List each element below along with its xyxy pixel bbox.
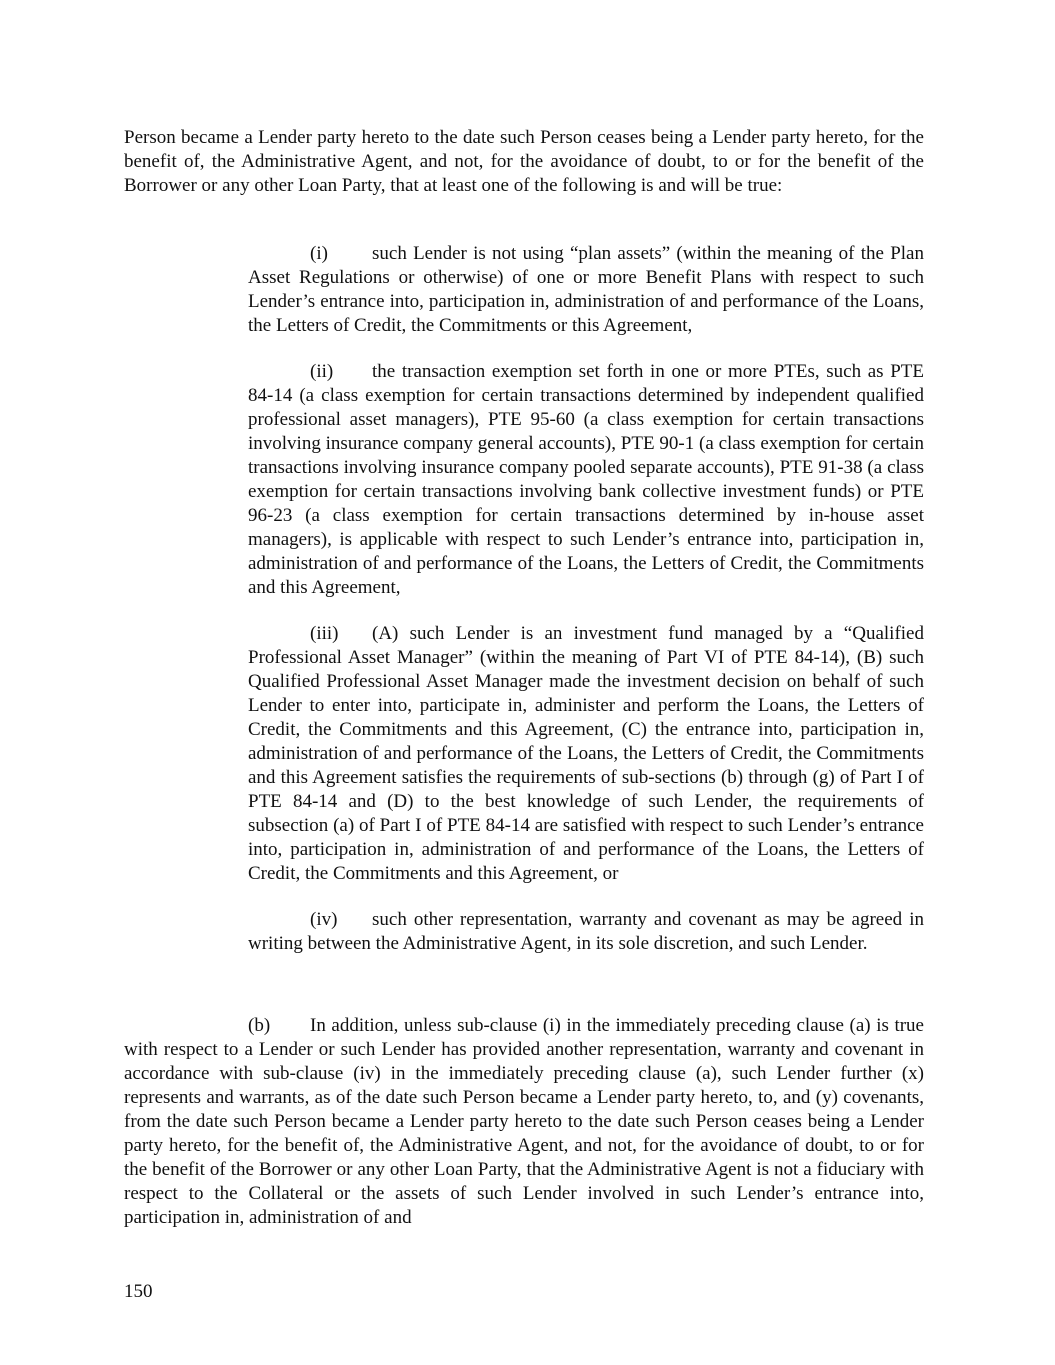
clause-text: such Lender is not using “plan assets” (within the meaning of the Plan Asset Regulations or otherwise) of one or more Benefit Plans with respect to such Lender’s entrance into, participation in, administration of and performance of the Loans, the Letters of Credit, the Commitments or this Agreement, [248,243,924,336]
clause-iii [248,622,924,886]
clause-number: (ii) [310,361,334,382]
paragraph-b [124,1014,924,1230]
page-number: 150 [124,1281,153,1302]
paragraph-b-text: In addition, unless sub-clause (i) in the immediately preceding clause (a) is true with respect to a Lender or such Lender has provided another representation, warranty and covenant in accordance with sub-clause (iv) in the immediately preceding clause (a), such Lender further (x) represents and warrants, as of the date such Person became a Lender party hereto, to, and (y) covenants, from the date such Person became a Lender party hereto to the date such Person ceases being a Lender party hereto, for the benefit of, the Administrative Agent, and not, for the avoidance of doubt, to or for the benefit of the Borrower or any other Loan Party, that the Administrative Agent is not a fiduciary with respect to the Collateral or the assets of such Lender involved in such Lender’s entrance into, participation in, administration of and [124,1015,924,1228]
clause-number: (iv) [310,909,338,930]
clause-iv [248,908,924,956]
clause-text: such other representation, warranty and covenant as may be agreed in writing between the Administrative Agent, in its sole discretion, and such Lender. [248,909,924,954]
intro-paragraph: Person became a Lender party hereto to the date such Person ceases being a Lender party hereto, for the benefit of, the Administrative Agent, and not, for the avoidance of doubt, to or for the benefit of the Borrower or any other Loan Party, that at least one of the following is and will be true: [124,127,924,196]
clause-text: the transaction exemption set forth in one or more PTEs, such as PTE 84-14 (a class exemption for certain transactions determined by independent qualified professional asset managers), PTE 95-60 (a class exemption for certain transactions involving insurance company general accounts), PTE 90-1 (a class exemption for certain transactions involving insurance company pooled separate accounts), PTE 91-38 (a class exemption for certain transactions involving bank collective investment funds) or PTE 96-23 (a class exemption for certain transactions determined by in-house asset managers), is applicable with respect to such Lender’s entrance into, participation in, administration of and performance of the Loans, the Letters of Credit, the Commitments and this Agreement, [248,361,924,598]
clause-text: (A) such Lender is an investment fund managed by a “Qualified Professional Asset Manager” (within the meaning of Part VI of PTE 84-14), (B) such Qualified Professional Asset Manager made the investment decision on behalf of such Lender to enter into, participate in, administer and perform the Loans, the Letters of Credit, the Commitments and this Agreement, (C) the entrance into, participation in, administration of and performance of the Loans, the Letters of Credit, the Commitments and this Agreement satisfies the requirements of sub-sections (b) through (g) of Part I of PTE 84-14 and (D) to the best knowledge of such Lender, the requirements of subsection (a) of Part I of PTE 84-14 are satisfied with respect to such Lender’s entrance into, participation in, administration of and performance of the Loans, the Letters of Credit, the Commitments and this Agreement, or [248,623,924,884]
clause-list [248,242,924,978]
clause-number: (iii) [310,623,339,644]
clause-ii [248,360,924,600]
clause-i [248,242,924,338]
clause-number: (i) [310,243,328,264]
paragraph-b-number: (b) [248,1015,271,1036]
